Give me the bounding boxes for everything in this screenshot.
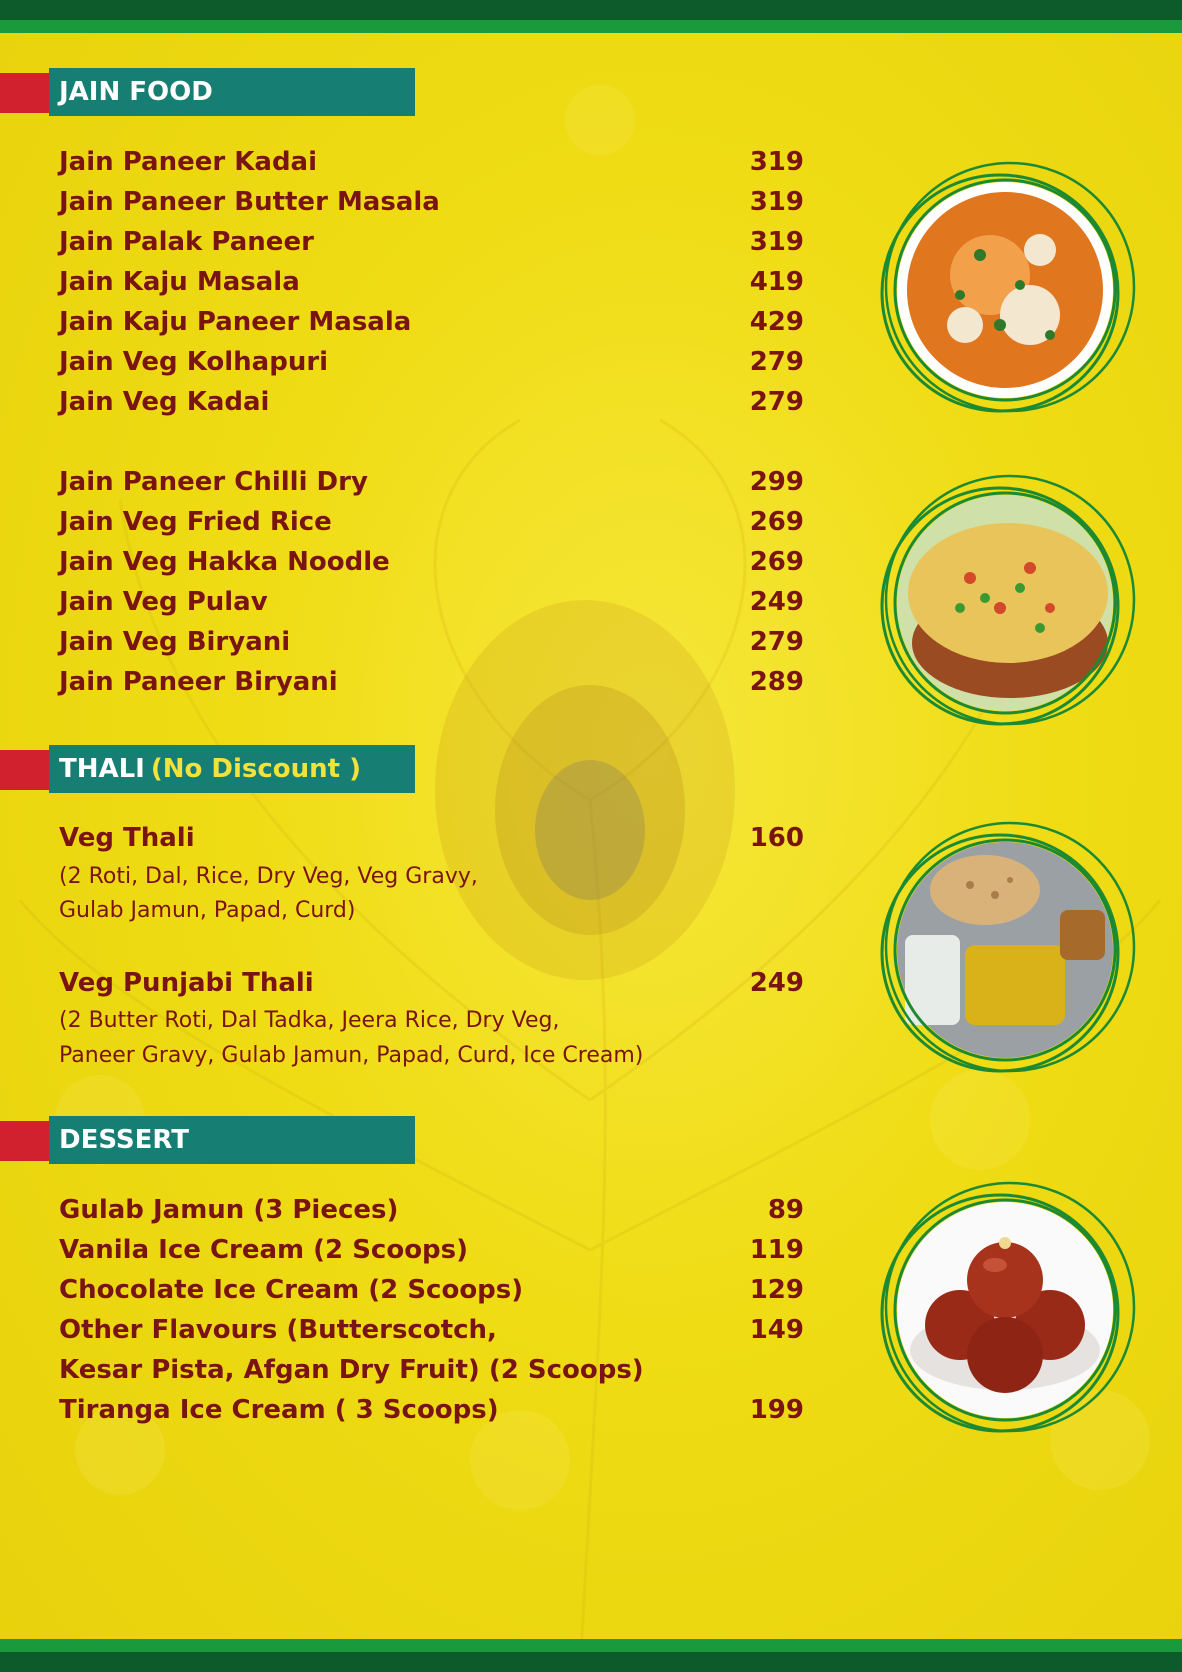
item-price: 119 [749,1235,804,1265]
item-description: Paneer Gravy, Gulab Jamun, Papad, Curd, Ice Cream) [59,1043,644,1068]
item-name: Vanila Ice Cream (2 Scoops) [59,1235,469,1265]
item-name: Jain Kaju Paneer Masala [59,307,412,337]
item-price: 289 [749,667,804,697]
item-description: (2 Roti, Dal, Rice, Dry Veg, Veg Gravy, [59,864,478,889]
item-name: Jain Kaju Masala [59,267,300,297]
section-header-accent [0,1121,49,1161]
item-name: Gulab Jamun (3 Pieces) [59,1195,399,1225]
menu-item [59,963,804,1003]
menu-item [59,502,804,542]
item-name: Jain Veg Kadai [59,387,270,417]
item-name: Jain Veg Biryani [59,627,291,657]
item-price: 299 [749,467,804,497]
item-name: Jain Paneer Butter Masala [59,187,440,217]
gulab-jamun-photo [870,1175,1140,1445]
section-header-jain-food [0,68,415,116]
item-name: Jain Palak Paneer [59,227,314,257]
item-price: 89 [767,1195,804,1225]
section-title [49,745,415,793]
item-price: 319 [749,187,804,217]
item-name: Tiranga Ice Cream ( 3 Scoops) [59,1395,499,1425]
item-price: 249 [749,587,804,617]
menu-item [59,662,804,702]
item-name: Jain Paneer Chilli Dry [59,467,368,497]
menu-item [59,622,804,662]
section-header-dessert [0,1116,415,1164]
bottom-border-light [0,1639,1182,1652]
item-name: Jain Paneer Kadai [59,147,318,177]
item-price: 279 [749,627,804,657]
menu-item [59,818,804,858]
section-header-accent [0,750,49,790]
item-description: Gulab Jamun, Papad, Curd) [59,898,356,923]
item-name: Other Flavours (Butterscotch, [59,1315,497,1345]
item-price: 160 [749,823,804,853]
item-name: Chocolate Ice Cream (2 Scoops) [59,1275,524,1305]
item-price: 149 [749,1315,804,1345]
item-price: 319 [749,227,804,257]
item-name: Jain Paneer Biryani [59,667,338,697]
item-price: 199 [749,1395,804,1425]
item-price: 429 [749,307,804,337]
item-name: Jain Veg Pulav [59,587,268,617]
item-name: Jain Veg Kolhapuri [59,347,329,377]
item-price: 269 [749,507,804,537]
item-name: Kesar Pista, Afgan Dry Fruit) (2 Scoops) [59,1355,644,1385]
item-description: (2 Butter Roti, Dal Tadka, Jeera Rice, Dry Veg, [59,1008,560,1033]
menu-item [59,1190,804,1230]
menu-item [59,382,804,422]
section-title: JAIN FOOD [49,68,415,116]
item-name: Veg Thali [59,823,195,853]
item-name: Jain Veg Hakka Noodle [59,547,390,577]
menu-item [59,1310,804,1350]
veg-biryani-photo [870,468,1140,738]
menu-item [59,142,804,182]
item-price: 319 [749,147,804,177]
no-discount-note: (No Discount ) [150,754,362,784]
menu-item [59,1230,804,1270]
menu-item [59,222,804,262]
item-name: Jain Veg Fried Rice [59,507,332,537]
section-title: DESSERT [49,1116,415,1164]
menu-item [59,1270,804,1310]
item-price: 279 [749,347,804,377]
menu-item [59,1390,804,1430]
item-price: 129 [749,1275,804,1305]
thali-photo [870,815,1140,1085]
menu-item [59,582,804,622]
menu-item [59,542,804,582]
item-name: Veg Punjabi Thali [59,968,314,998]
menu-item [59,342,804,382]
menu-item [59,302,804,342]
menu-item [59,262,804,302]
menu-item [59,182,804,222]
menu-item [59,1350,804,1390]
item-price: 419 [749,267,804,297]
item-price: 249 [749,968,804,998]
bottom-border-dark [0,1652,1182,1672]
top-border-light [0,20,1182,33]
section-title-text: THALI [59,754,145,784]
menu-item [59,462,804,502]
item-price: 279 [749,387,804,417]
section-header-thali [0,745,415,793]
paneer-curry-photo [870,155,1140,425]
section-header-accent [0,73,49,113]
item-price: 269 [749,547,804,577]
top-border-dark [0,0,1182,20]
